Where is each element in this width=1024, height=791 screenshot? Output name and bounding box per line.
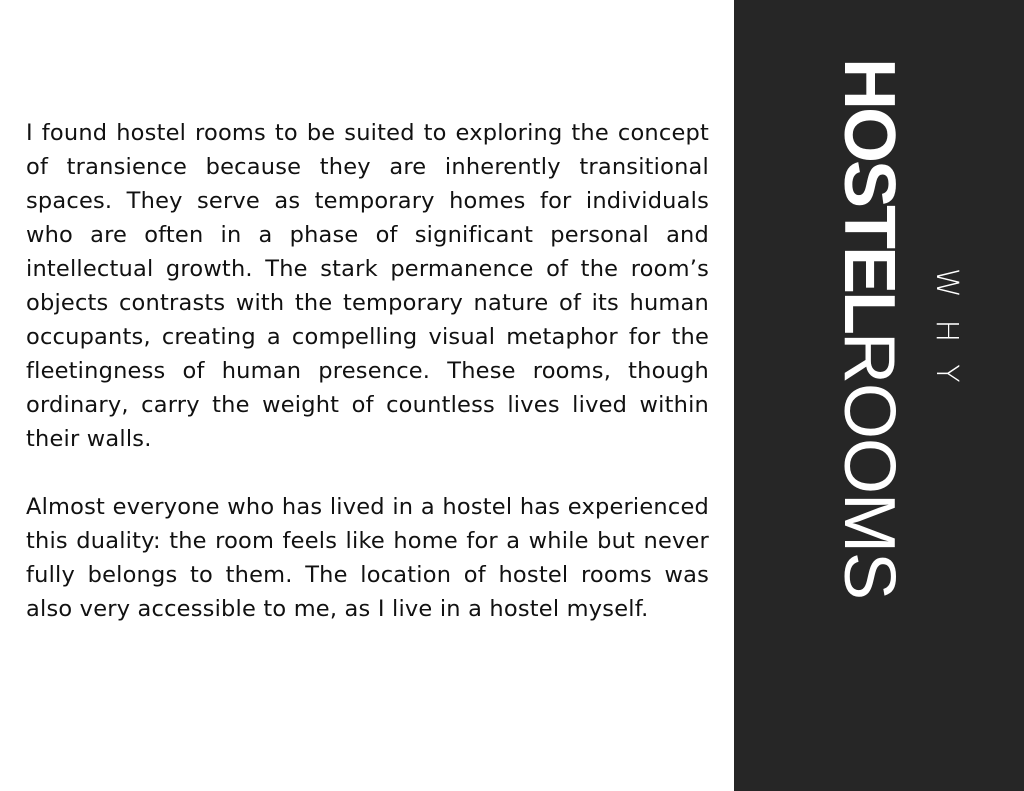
title-rooms: ROOMS [829,332,909,600]
title-hostel: HOSTEL [829,58,909,333]
paragraph-1: I found hostel rooms to be suited to exploring the concept of transience because they are inherently transitional spaces. They serve as temporary homes for individuals who are often in a phase of significant personal and intellectual growth. The stark permanence of the room’s objects contrasts with the temporary nature of its human occupants, creating a compelling visual metaphor for the fleetingness of human presence. These rooms, though ordinary, carry the weight of countless lives lived within their walls. [26,120,709,452]
vertical-title [829,58,909,600]
body-text [26,116,709,626]
paragraph-2: Almost everyone who has lived in a hostel has experienced this duality: the room feels like home for a while but never fully belongs to them. The location of hostel rooms was also very accessible to me, as I live in a hostel myself. [26,494,709,622]
why-label: WHY [929,268,964,405]
